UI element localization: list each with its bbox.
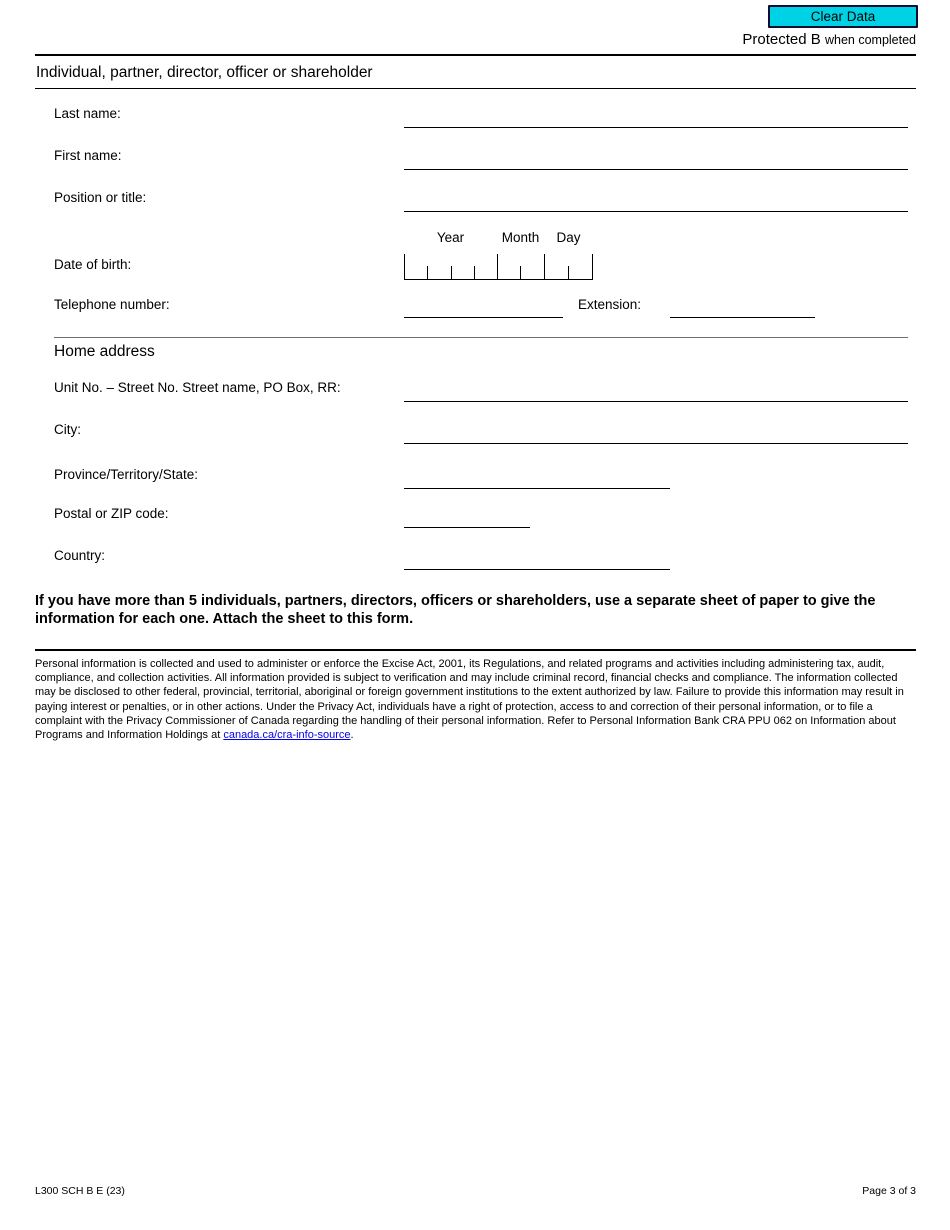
comb-separator [404,254,405,279]
dob-column-headers [404,230,593,245]
country-input[interactable] [404,549,670,570]
cra-info-source-link[interactable]: canada.ca/cra-info-source [223,729,351,742]
dob-month-column-label: Month [501,230,540,245]
dob-day-column-label: Day [556,230,581,245]
telephone-input[interactable] [404,297,563,318]
first-name-label: First name: [54,148,122,163]
section-title-divider [35,88,916,89]
last-name-input[interactable] [404,107,908,128]
dob-year-column-label: Year [436,230,465,245]
section-title-individual: Individual, partner, director, officer or shareholder [36,64,373,81]
page-number: Page 3 of 3 [862,1185,916,1197]
comb-tick [568,266,569,279]
province-label: Province/Territory/State: [54,467,199,482]
privacy-text: Personal information is collected and used to administer or enforce the Excise Act, 2001, its Regulations, and related programs and activities including administering tax, audit, compliance, and collection activities. All information provided is subject to verification and may include criminal record, financial checks and compliance. The information collected may be disclosed to other federal, provincial, territorial, aboriginal or foreign government institutions to the extent authorized by law. Failure to provide this information may result in paying interest or penalties, or in other actions. Under the Privacy Act, individuals have a right of protection, access to and correction of their personal information, or to file a complaint with the Privacy Commissioner of Canada regarding the handling of their personal information. Refer to Personal Information Bank CRA PPU 062 on Information about Programs and Information Holdings at [35,658,904,742]
city-label: City: [54,422,81,437]
extension-input[interactable] [670,297,815,318]
date-of-birth-label: Date of birth: [54,257,132,272]
comb-tick [474,266,475,279]
comb-tick [451,266,452,279]
header-divider [35,54,916,56]
street-address-input[interactable] [404,381,908,402]
when-completed-label: when completed [824,33,916,47]
last-name-label: Last name: [54,106,121,121]
postal-code-label: Postal or ZIP code: [54,506,169,521]
attachment-note: If you have more than 5 individuals, partners, directors, officers or shareholders, use a separate sheet of paper to give the information for each one. Attach the sheet to this form. [35,593,876,627]
date-of-birth-input[interactable] [404,254,593,280]
comb-tick [520,266,521,279]
form-code: L300 SCH B E (23) [35,1185,125,1197]
province-input[interactable] [404,468,670,489]
comb-tick [427,266,428,279]
country-label: Country: [54,548,106,563]
street-address-label: Unit No. – Street No. Street name, PO Box, RR: [54,380,341,395]
comb-separator [544,254,545,279]
protected-b-note [742,31,916,48]
comb-separator [592,254,593,279]
protected-b-label: Protected B [742,31,821,48]
position-title-input[interactable] [404,191,908,212]
home-address-title: Home address [54,343,155,360]
privacy-notice [35,657,913,742]
postal-code-input[interactable] [404,507,530,528]
extension-label: Extension: [578,297,642,312]
telephone-label: Telephone number: [54,297,170,312]
first-name-input[interactable] [404,149,908,170]
city-input[interactable] [404,423,908,444]
home-address-divider [54,337,908,338]
position-title-label: Position or title: [54,190,147,205]
clear-data-button[interactable]: Clear Data [768,5,918,28]
comb-separator [497,254,498,279]
privacy-text-end: . [350,729,354,742]
privacy-divider [35,649,916,651]
